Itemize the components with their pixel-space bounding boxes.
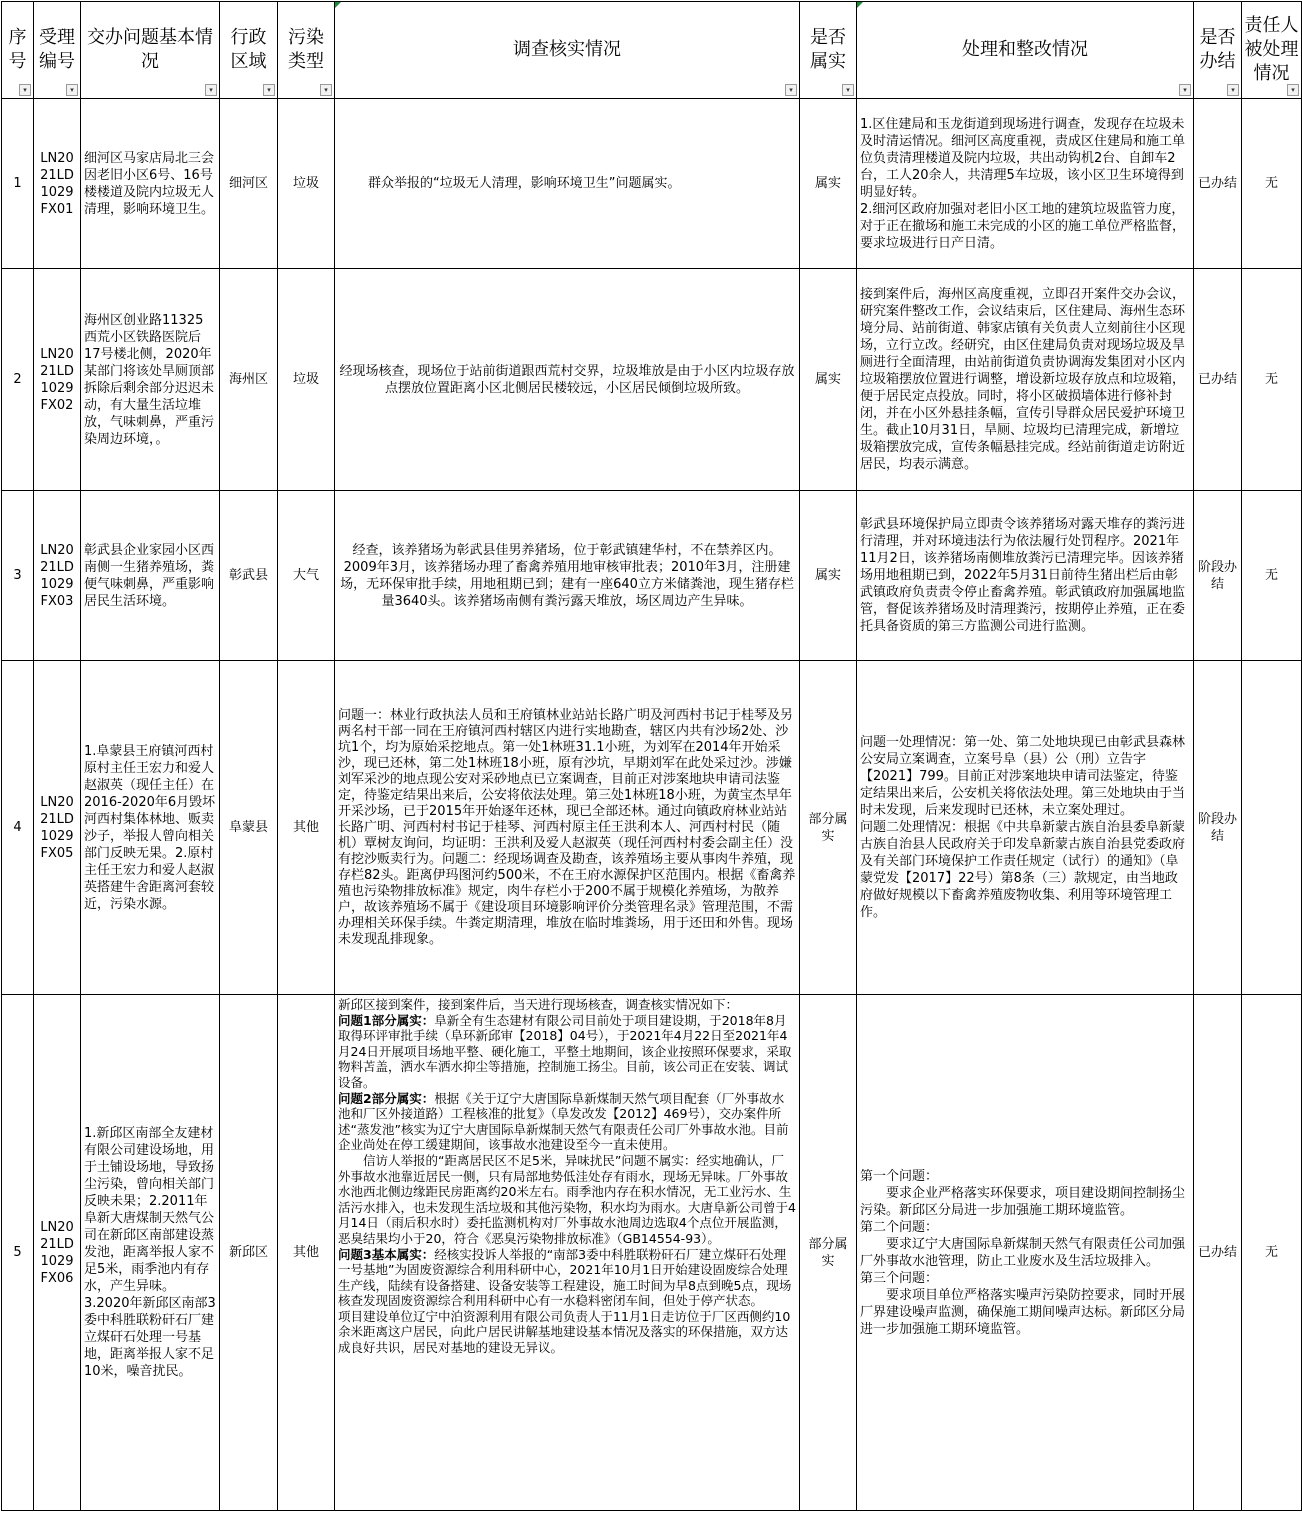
handling-1-text: 要求企业严格落实环保要求，项目建设期间控制扬尘污染。新邱区分局进一步加强施工期环境监管。 [860, 1185, 1186, 1218]
investigation-problem-1 [338, 1013, 796, 1091]
handling-3-text: 要求项目单位严格落实噪声污染防控要求，同时开展厂界建设噪声监测，确保施工期间噪声达标。新邱区分局进一步加强施工期环境监管。 [860, 1287, 1186, 1337]
cell-region: 阜蒙县 [220, 661, 278, 995]
problem-3-label: 问题3基本属实： [338, 1246, 435, 1262]
cell-investigation: 经查，该养猪场为彰武县佳男养猪场，位于彰武镇建华村，不在禁养区内。2009年3月，该养猪场办理了畜禽养殖用地审核审批表；2010年3月，注册建场，无环保审批手续，用地租期已到；建有一座640立方米储粪池，现生猪存栏量3640头。该养猪场南侧有粪污露天堆放，场区周边产生异味。 [335, 491, 800, 661]
handling-2-heading: 第二个问题： [860, 1219, 939, 1235]
cell-code: LN2021LD1029FX05 [34, 661, 81, 995]
cell-issue: 彰武县企业家园小区西南侧一生猪养殖场，粪便气味刺鼻，严重影响居民生活环境。 [81, 491, 220, 661]
table-row [2, 491, 1302, 661]
cell-seq: 2 [2, 269, 34, 491]
cell-investigation: 群众举报的“垃圾无人清理，影响环境卫生”问题属实。 [335, 99, 800, 269]
handling-3-heading: 第三个问题： [860, 1270, 939, 1286]
table-row [2, 995, 1302, 1511]
header-accountability: 责任人被处理情况 ▾ [1242, 2, 1302, 99]
cell-accountability: 无 [1242, 995, 1302, 1511]
cell-closed: 阶段办结 [1194, 661, 1242, 995]
problem-1-label: 问题1部分属实： [338, 1012, 435, 1028]
cell-region: 新邱区 [220, 995, 278, 1511]
cell-code: LN2021LD1029FX02 [34, 269, 81, 491]
cell-accountability: 无 [1242, 99, 1302, 269]
cell-handling: 1.区住建局和玉龙街道到现场进行调查，发现存在垃圾未及时清运情况。细河区高度重视，责成区住建局和施工单位负责清理楼道及院内垃圾，共出动钩机2台、自卸车2台，工人20余人，共清理5车垃圾，该小区卫生环境得到明显好转。 2.细河区政府加强对老旧小区工地的建筑垃圾监管力度，对于正在撤场和施工未完成的小区的施工单位严格监督，要求垃圾进行日产日清。 [857, 99, 1194, 269]
cell-seq: 4 [2, 661, 34, 995]
problem-2-label: 问题2部分属实： [338, 1090, 435, 1106]
header-code: 受理编号 ▾ [34, 2, 81, 99]
comment-marker-icon [335, 2, 341, 8]
investigation-intro: 新邱区接到案件，接到案件后，当天进行现场核查，调查核实情况如下： [338, 997, 739, 1012]
table-row [2, 661, 1302, 995]
cell-region: 海州区 [220, 269, 278, 491]
header-issue: 交办问题基本情况 ▾ [81, 2, 220, 99]
cell-code: LN2021LD1029FX01 [34, 99, 81, 269]
filter-dropdown-icon[interactable]: ▾ [205, 84, 217, 96]
cell-region: 细河区 [220, 99, 278, 269]
header-handling: 处理和整改情况 ▾ [857, 2, 1194, 99]
cell-pollution: 垃圾 [278, 99, 335, 269]
cell-accountability: 无 [1242, 269, 1302, 491]
cell-accountability: 无 [1242, 491, 1302, 661]
problem-1-text: 阜新全有生态建材有限公司目前处于项目建设期，于2018年8月取得环评审批手续（阜环新邱审【2018】04号），于2021年4月22日至2021年4月24日开展项目场地平整、硬化施工，平整土地期间，该企业按照环保要求，采取物料苫盖，洒水车洒水抑尘等措施，控制施工扬尘。目前，该公司正在安装、调试设备。 [338, 1012, 792, 1090]
problem-2-text: 根据《关于辽宁大唐国际阜新煤制天然气项目配套（厂外事故水池和厂区外接道路）工程核准的批复》（阜发改发【2012】469号），交办案件所述“蒸发池”核实为辽宁大唐国际阜新煤制天然气有限责任公司厂外事故水池。目前企业尚处在停工缓建期间，该事故水池建设至今一直未使用。 [338, 1090, 789, 1153]
table-row [2, 269, 1302, 491]
filter-dropdown-icon[interactable]: ▾ [842, 84, 854, 96]
cell-issue: 海州区创业路11325西荒小区铁路医院后17号楼北侧，2020年某部门将该处旱厕顶部拆除后剩余部分迟迟未动，有大量生活垃堆放，气味刺鼻，严重污染周边环境，。 [81, 269, 220, 491]
cell-handling: 接到案件后，海州区高度重视，立即召开案件交办会议，研究案件整改工作，会议结束后，区住建局、海州生态环境分局、站前街道、韩家店镇有关负责人立刻前往小区现场，立行立改。经研究，由区住建局负责对现场垃圾及旱厕进行全面清理，由站前街道负责协调海发集团对小区内垃圾箱摆放位置进行调整，增设新垃圾存放点和垃圾箱，便于居民定点投放。同时，将小区破损墙体进行修补封闭，并在小区外悬挂条幅，宣传引导群众居民爱护环境卫生。截止10月31日，旱厕、垃圾均已清理完成，新增垃圾箱摆放完成，宣传条幅悬挂完成。经站前街道走访附近居民，均表示满意。 [857, 269, 1194, 491]
cell-investigation: 经现场核查，现场位于站前街道跟西荒村交界，垃圾堆放是由于小区内垃圾存放点摆放位置距离小区北侧居民楼较远，小区居民倾倒垃圾所致。 [335, 269, 800, 491]
cell-handling [857, 995, 1194, 1511]
cell-issue: 细河区马家店局北三会因老旧小区6号、16号楼楼道及院内垃圾无人清理，影响环境卫生。 [81, 99, 220, 269]
header-closed: 是否办结 ▾ [1194, 2, 1242, 99]
cell-verified: 部分属实 [800, 995, 857, 1511]
cell-seq: 3 [2, 491, 34, 661]
filter-dropdown-icon[interactable]: ▾ [263, 84, 275, 96]
cell-pollution: 其他 [278, 995, 335, 1511]
cell-handling: 彰武县环境保护局立即责令该养猪场对露天堆存的粪污进行清理，并对环境违法行为依法履行处罚程序。2021年11月2日，该养猪场南侧堆放粪污已清理完毕。因该养猪场用地租期已到，2022年5月31日前待生猪出栏后由彰武镇政府负责责令停止畜禽养殖。彰武镇政府加强属地监管，督促该养猪场及时清理粪污，按期停止养殖，正在委托具备资质的第三方监测公司进行监测。 [857, 491, 1194, 661]
filter-dropdown-icon[interactable]: ▾ [1287, 84, 1299, 96]
filter-dropdown-icon[interactable]: ▾ [1179, 84, 1191, 96]
cell-closed: 已办结 [1194, 269, 1242, 491]
cell-pollution: 其他 [278, 661, 335, 995]
cell-accountability [1242, 661, 1302, 995]
filter-dropdown-icon[interactable]: ▾ [1227, 84, 1239, 96]
investigation-problem-2b: 信访人举报的“距离居民区不足5米，异味扰民”问题不属实：经实地确认，厂外事故水池靠近居民一侧，只有局部地势低洼处存有雨水，现场无异味。厂外事故水池西北侧边缘距民房距离约20米左右。雨季池内存在积水情况，无工业污水、生活污水排入，也未发现生活垃圾和其他污染物，积水均为雨水。大唐阜新公司曾于4月14日（雨后积水时）委托监测机构对厂外事故水池周边选取4个点位开展监测，恶臭结果均小于20，符合《恶臭污染物排放标准》（GB14554-93）。 [338, 1152, 796, 1246]
header-region: 行政区域 ▾ [220, 2, 278, 99]
cell-region: 彰武县 [220, 491, 278, 661]
problem-3-text: 经核实投诉人举报的“南部3委中科胜联粉矸石厂建立煤矸石处理一号基地”为固废资源综合利用科研中心，2021年10月1日开始建设固废综合处理生产线，陆续有设备搭建、设备安装等工程建设，施工时间为早8点到晚5点，现场核查发现固废资源综合利用科研中心有一水稳料密闭车间，但处于停产状态。 [338, 1246, 792, 1309]
investigation-followup: 项目建设单位辽宁中泊资源利用有限公司负责人于11月1日走访位于厂区西侧约10余米距离这户居民，向此户居民讲解基地建设基本情况及落实的环保措施，双方达成良好共识，居民对基地的建设无异议。 [338, 1308, 791, 1356]
header-row [2, 2, 1302, 99]
cell-investigation: 问题一：林业行政执法人员和王府镇林业站站长路广明及河西村书记于桂琴及另两名村干部一同在王府镇河西村辖区内进行实地勘查，辖区内共有沙场2处、沙坑1个，均为原始采挖地点。第一处1林班31.1小班，为刘军在2014年开始采沙，现已还林，第二处1林班18小班，原有沙坑，早期刘军在此处采过沙。涉嫌刘军采沙的地点现公安对采砂地点已立案调查，目前正对涉案地块申请司法鉴定，待鉴定结果出来后，公安将依法处理。第三处1林班18小班，为黄宝杰早年开采沙场，已于2015年开始逐年还林，现已全部还林。通过向镇政府林业站站长路广明、河西村村书记于桂琴、河西村原主任王洪利本人、河西村村民（随机）覃树友询问，均证明：王洪利及爱人赵淑英（现任河西村村委会副主任）没有挖沙贩卖行为。问题二：经现场调查及勘查，该养殖场主要从事肉牛养殖，现存栏82头。距离伊玛图河约500米，不在王府水源保护区范围内。根据《畜禽养殖也污染物排放标准》规定，肉牛存栏小于200不属于规模化养殖场，为散养户，故该养殖场不属于《建设项目环境影响评价分类管理名录》管理范围，不需办理相关环保手续。牛粪定期清理，堆放在临时堆粪场，用于还田和外售。现场未发现乱排现象。 [335, 661, 800, 995]
cell-investigation [335, 995, 800, 1511]
investigation-problem-2 [338, 1091, 796, 1153]
comment-marker-icon [857, 2, 863, 8]
cell-verified: 属实 [800, 491, 857, 661]
cell-issue: 1.新邱区南部全友建材有限公司建设场地，用于土铺设场地，导致扬尘污染，曾向相关部门反映未果；2.2011年阜新大唐煤制天然气公司在新邱区南部建设蒸发池，距离举报人家不足5米，雨季池内有存水，产生异味。 3.2020年新邱区南部3委中科胜联粉矸石厂建立煤矸石处理一号基地，距离举报人家不足10米，噪音扰民。 [81, 995, 220, 1511]
cell-seq: 5 [2, 995, 34, 1511]
complaint-table [1, 1, 1302, 1511]
cell-code: LN2021LD1029FX06 [34, 995, 81, 1511]
header-seq: 序号 ▾ [2, 2, 34, 99]
cell-seq: 1 [2, 99, 34, 269]
cell-handling: 问题一处理情况：第一处、第二处地块现已由彰武县森林公安局立案调查，立案号阜（县）公（刑）立告字【2021】799。目前正对涉案地块申请司法鉴定，待鉴定结果出来后，公安机关将依法处理。第三处地块由于当时未发现，后来发现时已还林，未立案处理过。 问题二处理情况：根据《中共阜新蒙古族自治县委阜新蒙古族自治县人民政府关于印发阜新蒙古族自治县党委政府及有关部门环境保护工作责任规定（试行）的通知》（阜蒙党发【2017】22号）第8条（三）款规定，由当地政府做好规模以下畜禽养殖废物收集、利用等环境管理工作。 [857, 661, 1194, 995]
header-verified: 是否属实 ▾ [800, 2, 857, 99]
cell-closed: 阶段办结 [1194, 491, 1242, 661]
investigation-problem-3 [338, 1247, 796, 1309]
cell-verified: 属实 [800, 269, 857, 491]
cell-issue: 1.阜蒙县王府镇河西村原村主任王宏力和爱人赵淑英（现任主任）在2016-2020年6月毁坏河西村集体林地、贩卖沙子，举报人曾向相关部门反映无果。2.原村主任王宏力和爱人赵淑英搭建牛舍距离河套较近，污染水源。 [81, 661, 220, 995]
cell-pollution: 大气 [278, 491, 335, 661]
cell-code: LN2021LD1029FX03 [34, 491, 81, 661]
header-pollution: 污染类型 ▾ [278, 2, 335, 99]
handling-1-heading: 第一个问题： [860, 1168, 939, 1184]
cell-closed: 已办结 [1194, 99, 1242, 269]
table-row [2, 99, 1302, 269]
cell-pollution: 垃圾 [278, 269, 335, 491]
cell-closed: 已办结 [1194, 995, 1242, 1511]
cell-verified: 属实 [800, 99, 857, 269]
filter-dropdown-icon[interactable]: ▾ [66, 84, 78, 96]
filter-dropdown-icon[interactable]: ▾ [19, 84, 31, 96]
filter-dropdown-icon[interactable]: ▾ [785, 84, 797, 96]
handling-2-text: 要求辽宁大唐国际阜新煤制天然气有限责任公司加强厂外事故水池管理，防止工业废水及生活垃圾排入。 [860, 1236, 1186, 1269]
cell-verified: 部分属实 [800, 661, 857, 995]
filter-dropdown-icon[interactable]: ▾ [320, 84, 332, 96]
header-investigation: 调查核实情况 ▾ [335, 2, 800, 99]
